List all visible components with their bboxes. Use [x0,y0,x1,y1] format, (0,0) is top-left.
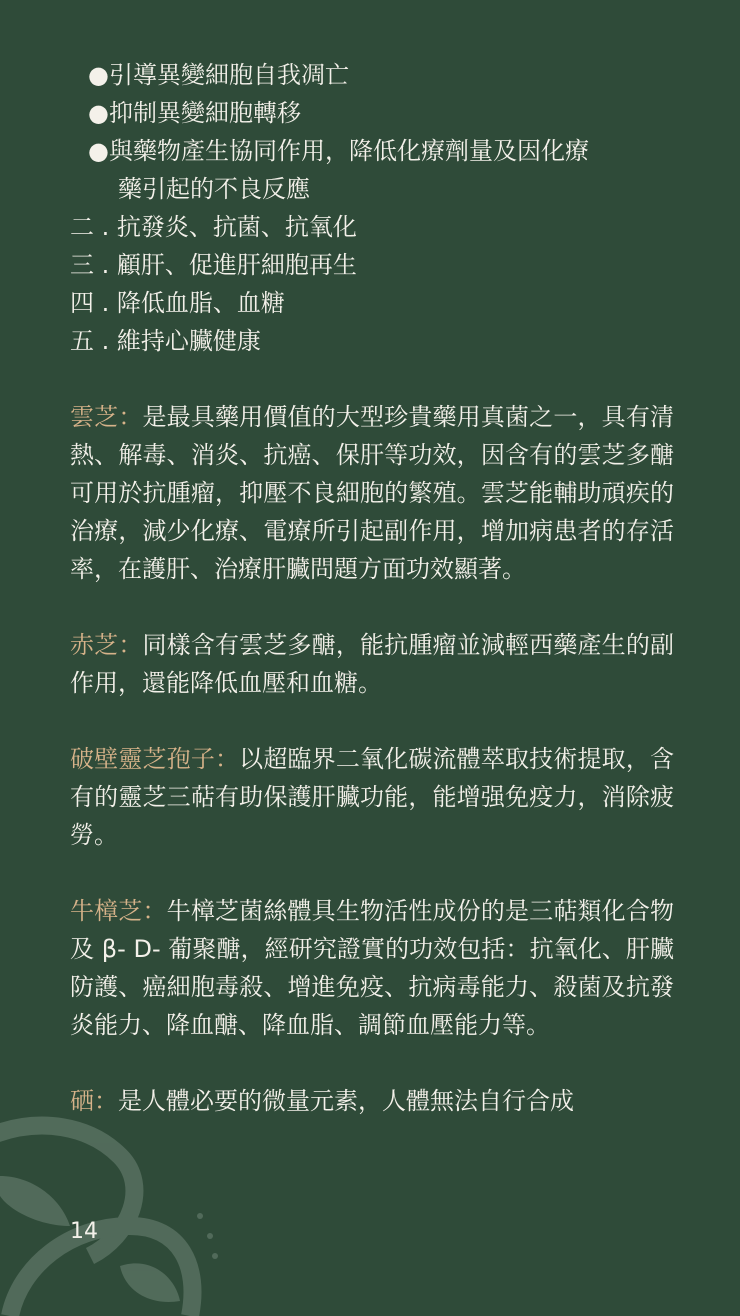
paragraph-term: 赤芝： [70,631,143,659]
bullet-mark: ● [88,99,109,127]
paragraph-text: 是人體必要的微量元素，人體無法自行合成 [118,1087,574,1115]
bullet-item [70,56,674,94]
bullet-text: 與藥物產生協同作用，降低化療劑量及因化療 [108,137,589,165]
bullet-mark: ● [88,137,109,165]
paragraph-text: 同樣含有雲芝多醣，能抗腫瘤並減輕西藥產生的副作用，還能降低血壓和血糖。 [70,631,674,697]
paragraph-selenium [70,1082,674,1120]
page-content [70,56,674,1120]
bullet-text: 引導異變細胞自我凋亡 [108,61,349,89]
paragraph-yunzhi [70,398,674,588]
paragraph-antrodia [70,892,674,1044]
numbered-item: 四 . 降低血脂、血糖 [70,289,285,317]
bullet-text: 抑制異變細胞轉移 [108,99,301,127]
paragraph-term: 雲芝： [70,403,143,431]
numbered-item: 三 . 顧肝、促進肝細胞再生 [70,251,357,279]
page-number: 14 [70,1219,98,1244]
bullet-item [70,132,674,170]
leaf-ornament-icon [0,1116,240,1316]
paragraph-chizhi [70,626,674,702]
paragraph-text: 以超臨界二氧化碳流體萃取技術提取，含有的靈芝三萜有助保護肝臟功能，能增强免疫力，消除疲勞。 [70,745,675,849]
paragraph-term: 牛樟芝： [70,897,167,925]
paragraph-term: 破壁靈芝孢子： [70,745,240,773]
bullet-item [70,94,674,132]
paragraph-text: 是最具藥用價值的大型珍貴藥用真菌之一，具有清熱、解毒、消炎、抗癌、保肝等功效，因含有的雲芝多醣可用於抗腫瘤，抑壓不良細胞的繁殖。雲芝能輔助頑疾的治療，減少化療、電療所引起副作用，增加病患者的存活率，在護肝、治療肝臟問題方面功效顯著。 [70,403,674,583]
bullet-continuation: 藥引起的不良反應 [118,175,310,203]
numbered-item: 二 . 抗發炎、抗菌、抗氧化 [70,213,357,241]
bullet-mark: ● [88,61,109,89]
paragraph-text: 牛樟芝菌絲體具生物活性成份的是三萜類化合物及 β- D- 葡聚醣，經研究證實的功效包括：抗氧化、肝臟防護、癌細胞毒殺、增進免疫、抗病毒能力、殺菌及抗發炎能力、降血醣、降血脂、調節血壓能力等。 [70,897,675,1039]
paragraph-term: 硒： [70,1087,118,1115]
numbered-item: 五 . 維持心臟健康 [70,327,261,355]
paragraph-spores [70,740,674,854]
